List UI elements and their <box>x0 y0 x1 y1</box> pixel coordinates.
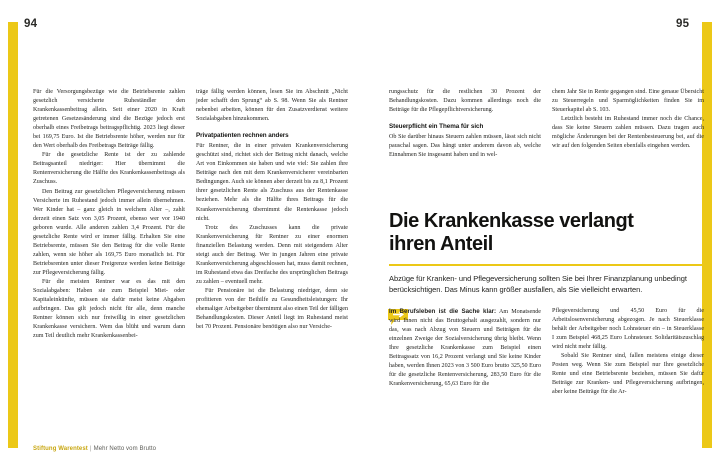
paragraph: Für Pensionäre ist die Belastung niedriger, denn sie profitieren von der Beihilfe zu Gesundheitsleistungen: Ihr ehemaliger Arbeitgeber übernimmt also einen Teil der fälligen Behandlungskosten. Dieser Anteil liegt im Ruhestand meist bei 70 Prozent. Pensionäre benötigen also nur Versiche- <box>196 287 348 331</box>
left-edge-accent-bar <box>8 22 18 448</box>
footer-brand: Stiftung Warentest <box>33 446 88 452</box>
text-column-4 <box>552 88 704 151</box>
text-column-1 <box>33 88 185 341</box>
footer-chapter: Mehr Netto vom Brutto <box>93 446 157 452</box>
paragraph-text: Am Monatsende wird Ihnen nicht das Bruttogehalt ausgezahlt, sondern nur das, was nach Abzug von Steuern und Beiträgen für die einzelnen Zweige der Sozialversicherung übrig bleibt. Wenn Ihre gesetzliche Krankenkasse zum Beispiel einen Beitragssatz von 16,2 Prozent verlangt und Sie keine Kinder haben, werden Ihnen 2023 von 3 500 Euro brutto 325,50 Euro für die gesetzliche Rentenversicherung, 283,50 Euro für die Krankenversicherung, 65,63 Euro für die <box>389 309 542 388</box>
paragraph: Für die Versorgungsbezüge wie die Betriebsrente zahlen gesetzlich versicherte Ruheständler den Krankenkassenbeitrag allein. Seit einer 2020 in Kraft getretenen Gesetzesänderung sind die Bezüge jedoch erst oberhalb eines Freibetrags beitragspflichtig. 2023 liegt dieser bei 169,75 Euro. Ist die Betriebsrente höher, werden nur für den Wert oberhalb des Freibetrags Beiträge fällig. <box>33 89 185 150</box>
article-text-column-3 <box>389 307 541 389</box>
paragraph: chem Jahr Sie in Rente gegangen sind. Eine genaue Übersicht zu Steuerregeln und Sparmöglichkeiten finden Sie im Steuerkapitel ab S. 103. <box>552 89 704 114</box>
article-standfirst: Abzüge für Kranken- und Pflegeversicherung sollten Sie bei Ihrer Finanzplanung unbedingt berücksichtigen. Das Minus kann größer ausfallen, als Sie vielleicht erwarten. <box>389 273 687 294</box>
article-headline-line-2: ihren Anteil <box>389 232 493 255</box>
paragraph: Für die meisten Rentner war es das mit den Sozialabgaben: Haben sie zum Beispiel Miet- oder Kapitaleinkünfte, müssen sie dafür meist keine Abgaben aufbringen. Das gilt jedoch nicht für alle, denn manche Rentner können sich nur freiwillig in einer gesetzlichen Krankenkasse versichern. Wem das blüht und warum dann zum Teil deutlich mehr Krankenkassenbei- <box>33 278 185 340</box>
page-number-right: 95 <box>676 18 690 30</box>
section-subheading-privatpatienten: Privatpatienten rechnen anders <box>196 132 289 140</box>
paragraph: träge fällig werden können, lesen Sie im Abschnitt „Nicht jeder schafft den Sprung“ ab S. 98. Wenn Sie als Rentner nebenbei arbeiten, können für den Zusatzverdienst weitere Sozialabgaben hinzukommen. <box>196 89 348 123</box>
paragraph: Letztlich besteht im Ruhestand immer noch die Chance, dass Sie keine Steuern zahlen müssen. Dazu tragen auch mögliche Änderungen bei der Rentenbesteuerung bei, auf die wir auf den folgenden Seiten ebenfalls eingehen werden. <box>552 116 704 150</box>
page-footer <box>33 446 156 452</box>
section-subheading-steuerpflicht: Steuerpflicht ein Thema für sich <box>389 123 484 131</box>
paragraph: Pflegeversicherung und 45,50 Euro für die Arbeitslosenversicherung abgezogen. Je nach Steuerklasse behält der Arbeitgeber noch Lohnsteuer ein – in Steuerklasse I zum Beispiel 468,25 Euro Lohnsteuer. Solidaritätszuschlag wird nicht mehr fällig. <box>552 308 704 351</box>
paragraph: Trotz des Zuschusses kann die private Krankenversicherung für Rentner zu einer enormen finanziellen Belastung werden. Denn mit steigendem Alter steigt auch der Beitrag. Wer in jungen Jahren eine private Krankenversicherung abgeschlossen hat, muss damit rechnen, im Ruhestand etwa das Dreifache des ursprünglichen Beitrags zu zahlen – eventuell mehr. <box>196 224 348 285</box>
paragraph: Ob Sie darüber hinaus Steuern zahlen müssen, lässt sich nicht pauschal sagen. Das hängt unter anderem davon ab, welche Einnahmen Sie insgesamt haben und in wel- <box>389 134 541 159</box>
footer-separator: | <box>89 446 92 452</box>
page-number-left: 94 <box>24 18 38 30</box>
article-headline-line-1: Die Krankenkasse verlangt <box>389 210 634 232</box>
text-column-2 <box>196 88 348 332</box>
article-header <box>389 210 704 295</box>
paragraph: Sobald Sie Rentner sind, fallen meistens einige dieser Posten weg. Wenn Sie zum Beispiel nur Ihre gesetzliche Rente und eine Betriebsrente beziehen, müssen Sie dafür Beiträge zur Kranken- und Pflegeversicherung aufbringen, aber keine Beiträge für die Ar- <box>552 353 704 396</box>
paragraph: Für Rentner, die in einer privaten Krankenversicherung geschützt sind, richtet sich der Beitrag nicht danach, welche Art von Einkommen sie haben und wie viel: Sie zahlen ihre Beiträge nach den mit dem Krankenversicherer vereinbarten Bedingungen. Auch sie können aber derzeit bis zu 8,1 Prozent ihrer gesetzlichen Rente als Zuschuss aus der Rentenkasse beziehen. Mehr als die Hälfte ihres Beitrags für die Krankenversicherung übernimmt die Rentenkasse jedoch nicht. <box>196 143 348 222</box>
text-column-3 <box>389 88 541 160</box>
paragraph: Den Beitrag zur gesetzlichen Pflegeversicherung müssen Versicherte im Ruhestand jedoch immer allein übernehmen. Wer Kinder hat – ganz gleich in welchem Alter –, zahlt derzeit einen Satz von 3,05 Prozent, ebenso wer vor 1940 geboren wurde. Alle anderen zahlen 3,4 Prozent. Für die gesetzliche Rente wird er immer fällig. Erhalten Sie eine Betriebsrente, müssen Sie den Beitrag für die volle Rente zahlen, wenn sie höher als 169,75 Euro monatlich ist. Für Betriebsrenten unter dieser Freigrenze werden keine Beiträge zur Pflegeversicherung fällig. <box>33 188 185 276</box>
article-text-column-4 <box>552 307 704 397</box>
article-leadin: Im Berufsleben ist die Sache klar: <box>389 308 497 315</box>
paragraph: rungsschutz für die restlichen 30 Prozent der Behandlungskosten. Dazu kommen allerdings noch die Beiträge für die Pflegepflichtversicherung. <box>389 89 541 114</box>
article-headline <box>389 210 704 255</box>
headline-divider-rule <box>389 264 704 266</box>
paragraph <box>389 307 541 389</box>
paragraph: Für die gesetzliche Rente ist der zu zahlende Beitragsanteil niedriger: Hier übernimmt die Rentenversicherung die Hälfte des Krankenkassenbeitrags als Zuschuss. <box>33 152 185 186</box>
